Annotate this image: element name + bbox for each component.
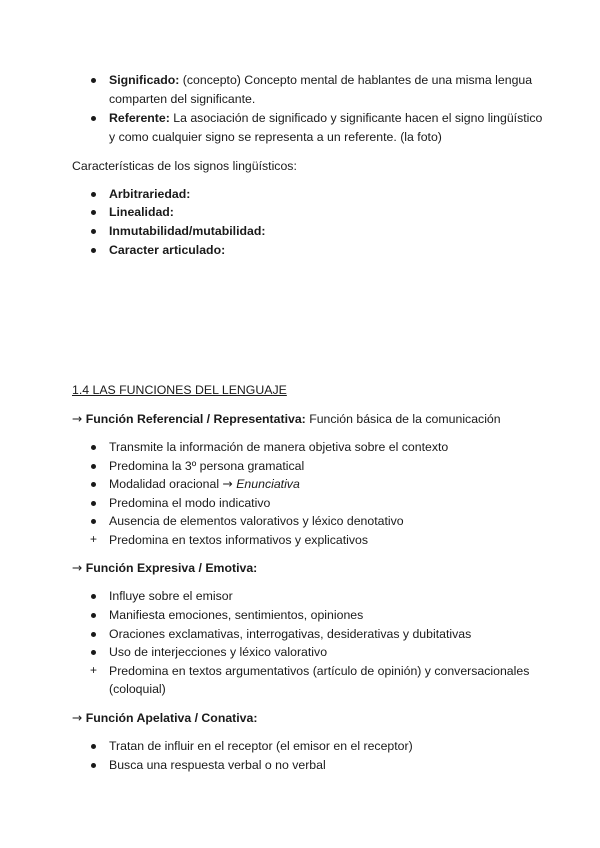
list-item: Predomina en textos informativos y explicativos bbox=[109, 533, 369, 547]
definition-referente bbox=[109, 110, 542, 126]
list-item: Influye sobre el emisor bbox=[109, 589, 233, 603]
arrow-right-icon: → bbox=[72, 561, 83, 575]
list-item: Oraciones exclamativas, interrogativas, desiderativas y dubitativas bbox=[109, 627, 472, 641]
list-item: Linealidad: bbox=[109, 205, 174, 219]
list-item: Inmutabilidad/mutabilidad: bbox=[109, 224, 266, 238]
list-item: Transmite la información de manera objetiva sobre el contexto bbox=[109, 440, 449, 454]
arrow-right-icon: → bbox=[222, 477, 233, 491]
list-item: Predomina el modo indicativo bbox=[109, 496, 271, 510]
definition-text: La asociación de significado y significante hacen el signo lingüístico bbox=[173, 111, 543, 125]
bullet-icon bbox=[91, 78, 96, 83]
bullet-icon bbox=[91, 482, 96, 487]
section-heading: 1.4 LAS FUNCIONES DEL LENGUAJE bbox=[72, 383, 287, 397]
definition-significado bbox=[109, 72, 532, 88]
definition-term: Referente: bbox=[109, 111, 170, 125]
plus-icon: + bbox=[90, 532, 98, 546]
bullet-icon bbox=[91, 744, 96, 749]
list-item: Predomina en textos argumentativos (artículo de opinión) y conversacionales bbox=[109, 664, 530, 678]
function-apelativa-title: → Función Apelativa / Conativa: bbox=[72, 711, 258, 725]
list-item: Modalidad oracional → Enunciativa bbox=[109, 477, 300, 491]
list-item: Caracter articulado: bbox=[109, 243, 226, 257]
function-expresiva-title: → Función Expresiva / Emotiva: bbox=[72, 561, 258, 575]
bullet-icon bbox=[91, 210, 96, 215]
bullet-icon bbox=[91, 763, 96, 768]
list-item-cont: (coloquial) bbox=[109, 682, 166, 696]
bullet-icon bbox=[91, 445, 96, 450]
definition-text: (concepto) Concepto mental de hablantes de una misma lengua bbox=[182, 73, 533, 87]
definition-text-cont: comparten del significante. bbox=[109, 92, 256, 106]
bullet-icon bbox=[91, 464, 96, 469]
bullet-icon bbox=[91, 632, 96, 637]
bullet-icon bbox=[91, 248, 96, 253]
arrow-right-icon: → bbox=[72, 412, 83, 426]
list-item: Busca una respuesta verbal o no verbal bbox=[109, 758, 326, 772]
list-item: Arbitrariedad: bbox=[109, 187, 191, 201]
bullet-icon bbox=[91, 116, 96, 121]
bullet-icon bbox=[91, 594, 96, 599]
definition-text-cont: y como cualquier signo se representa a un referente. (la foto) bbox=[109, 130, 442, 144]
list-item: Ausencia de elementos valorativos y léxico denotativo bbox=[109, 514, 404, 528]
bullet-icon bbox=[91, 650, 96, 655]
bullet-icon bbox=[91, 192, 96, 197]
plus-icon: + bbox=[90, 663, 98, 677]
characteristics-intro: Características de los signos lingüísticos: bbox=[72, 159, 297, 173]
arrow-right-icon: → bbox=[72, 711, 83, 725]
definition-term: Significado: bbox=[109, 73, 180, 87]
bullet-icon bbox=[91, 501, 96, 506]
bullet-icon bbox=[91, 519, 96, 524]
list-item: Tratan de influir en el receptor (el emisor en el receptor) bbox=[109, 739, 413, 753]
list-item: Uso de interjecciones y léxico valorativo bbox=[109, 645, 328, 659]
bullet-icon bbox=[91, 229, 96, 234]
function-referencial-title: → Función Referencial / Representativa: Función básica de la comunicación bbox=[72, 412, 501, 426]
bullet-icon bbox=[91, 613, 96, 618]
list-item: Predomina la 3º persona gramatical bbox=[109, 459, 305, 473]
list-item: Manifiesta emociones, sentimientos, opiniones bbox=[109, 608, 364, 622]
